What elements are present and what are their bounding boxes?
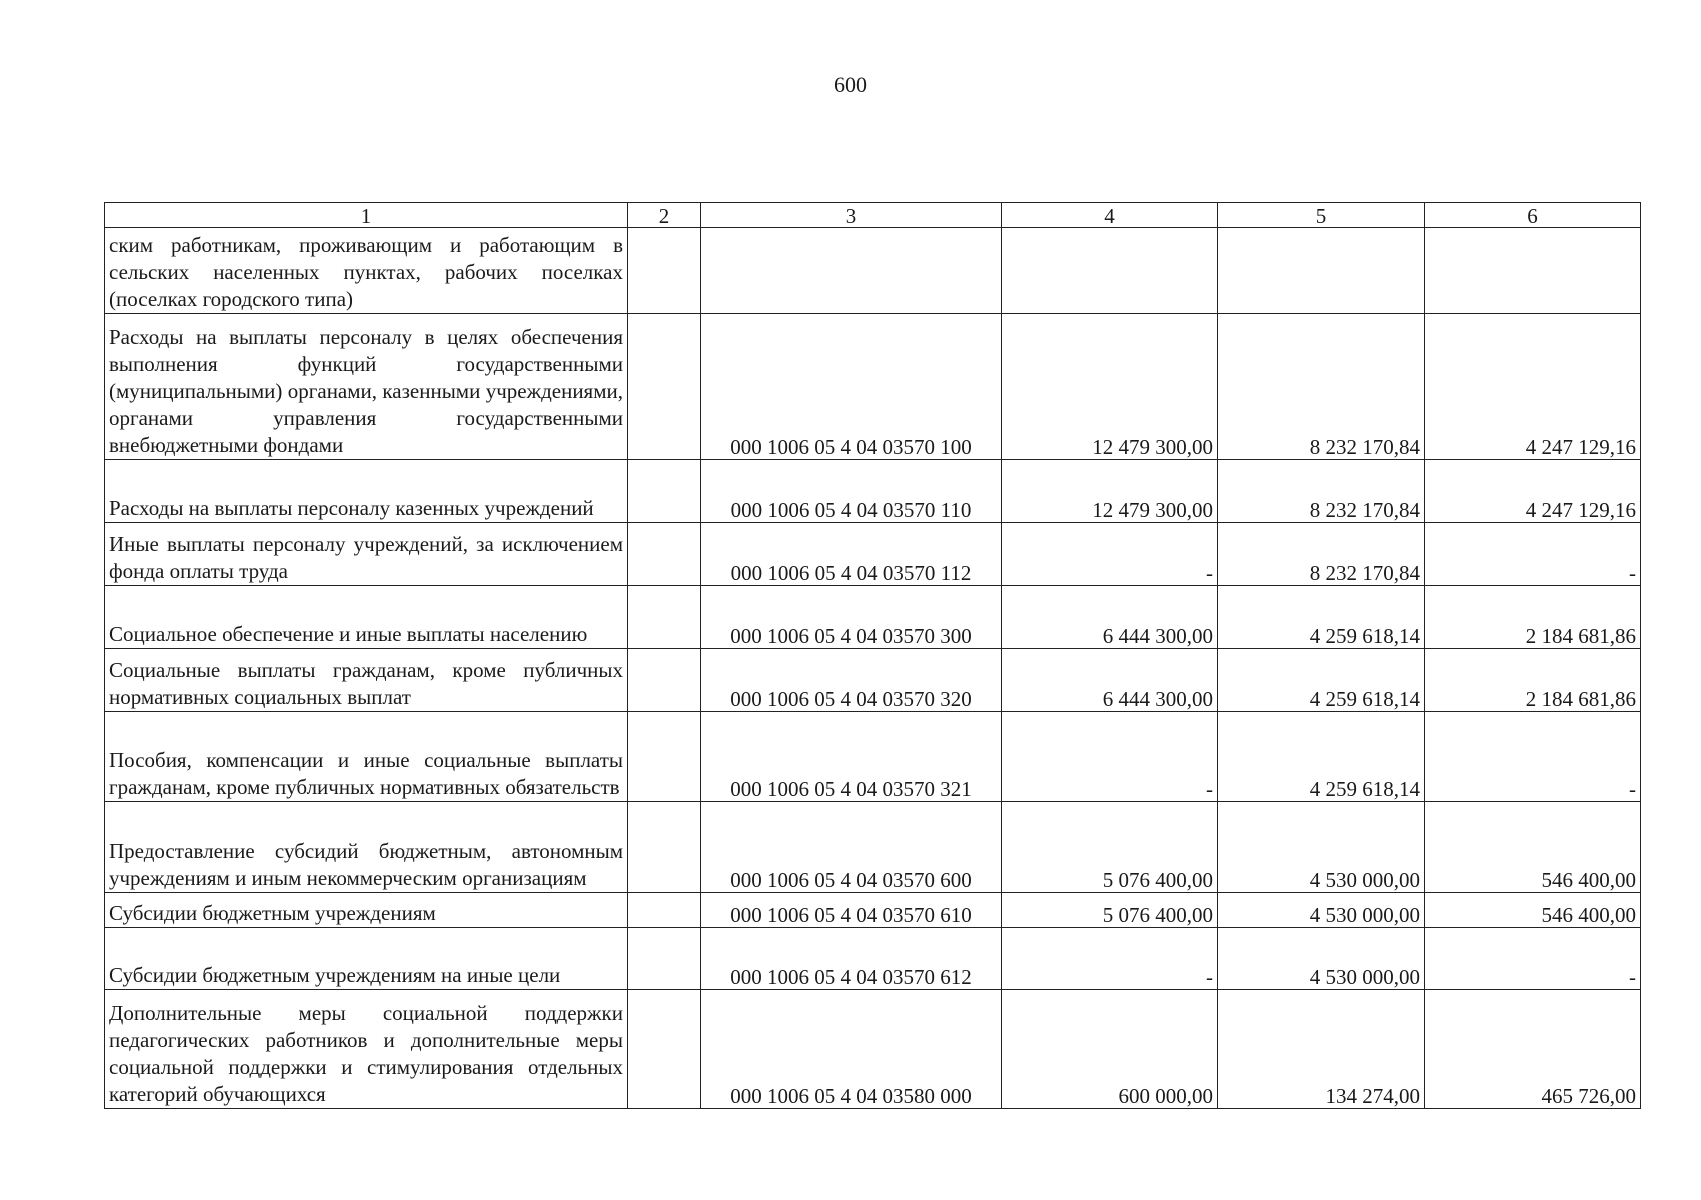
table-row bbox=[105, 523, 1641, 586]
table-row bbox=[105, 649, 1641, 712]
row-unexecuted: - bbox=[1425, 712, 1641, 802]
row-budget-code: 000 1006 05 4 04 03570 300 bbox=[701, 586, 1002, 649]
table-row bbox=[105, 928, 1641, 990]
row-col2 bbox=[628, 712, 701, 802]
row-budget-code: 000 1006 05 4 04 03570 112 bbox=[701, 523, 1002, 586]
row-budget-code: 000 1006 05 4 04 03570 320 bbox=[701, 649, 1002, 712]
column-number-header-row bbox=[105, 203, 1641, 228]
row-col2 bbox=[628, 649, 701, 712]
row-description: Предоставление субсидий бюджетным, автономным учреждениям и иным некоммерческим организациям bbox=[105, 802, 628, 893]
row-unexecuted: 4 247 129,16 bbox=[1425, 460, 1641, 523]
row-approved: 6 444 300,00 bbox=[1002, 586, 1218, 649]
row-budget-code: 000 1006 05 4 04 03570 110 bbox=[701, 460, 1002, 523]
row-description: Социальные выплаты гражданам, кроме публичных нормативных социальных выплат bbox=[105, 649, 628, 712]
table-row bbox=[105, 802, 1641, 893]
row-approved: 5 076 400,00 bbox=[1002, 802, 1218, 893]
row-description: Иные выплаты персоналу учреждений, за исключением фонда оплаты труда bbox=[105, 523, 628, 586]
row-unexecuted: 465 726,00 bbox=[1425, 990, 1641, 1109]
row-description: Расходы на выплаты персоналу в целях обеспечения выполнения функций государственными (муниципальными) органами, казенными учреждениями, органами управления государственными внебюджетными фондами bbox=[105, 314, 628, 460]
row-executed: 4 259 618,14 bbox=[1218, 649, 1425, 712]
row-budget-code: 000 1006 05 4 04 03570 610 bbox=[701, 893, 1002, 928]
row-unexecuted: 4 247 129,16 bbox=[1425, 314, 1641, 460]
row-unexecuted: 2 184 681,86 bbox=[1425, 649, 1641, 712]
row-description: Социальное обеспечение и иные выплаты населению bbox=[105, 586, 628, 649]
column-header-2: 2 bbox=[628, 203, 701, 228]
row-executed: 4 530 000,00 bbox=[1218, 893, 1425, 928]
row-executed: 4 530 000,00 bbox=[1218, 802, 1425, 893]
row-budget-code bbox=[701, 228, 1002, 314]
row-unexecuted: - bbox=[1425, 523, 1641, 586]
row-budget-code: 000 1006 05 4 04 03570 100 bbox=[701, 314, 1002, 460]
row-budget-code: 000 1006 05 4 04 03570 321 bbox=[701, 712, 1002, 802]
row-description: Субсидии бюджетным учреждениям bbox=[105, 893, 628, 928]
row-unexecuted: 546 400,00 bbox=[1425, 893, 1641, 928]
row-budget-code: 000 1006 05 4 04 03570 600 bbox=[701, 802, 1002, 893]
row-col2 bbox=[628, 460, 701, 523]
row-approved: 6 444 300,00 bbox=[1002, 649, 1218, 712]
row-unexecuted bbox=[1425, 228, 1641, 314]
table-row bbox=[105, 314, 1641, 460]
row-unexecuted: - bbox=[1425, 928, 1641, 990]
row-approved: 12 479 300,00 bbox=[1002, 314, 1218, 460]
row-executed: 4 530 000,00 bbox=[1218, 928, 1425, 990]
row-col2 bbox=[628, 802, 701, 893]
row-approved: - bbox=[1002, 928, 1218, 990]
row-approved: - bbox=[1002, 523, 1218, 586]
row-executed: 134 274,00 bbox=[1218, 990, 1425, 1109]
row-executed: 4 259 618,14 bbox=[1218, 712, 1425, 802]
row-description: Субсидии бюджетным учреждениям на иные цели bbox=[105, 928, 628, 990]
row-col2 bbox=[628, 314, 701, 460]
row-executed bbox=[1218, 228, 1425, 314]
column-header-5: 5 bbox=[1218, 203, 1425, 228]
row-description: Пособия, компенсации и иные социальные выплаты гражданам, кроме публичных нормативных обязательств bbox=[105, 712, 628, 802]
column-header-6: 6 bbox=[1425, 203, 1641, 228]
row-col2 bbox=[628, 990, 701, 1109]
row-approved: 12 479 300,00 bbox=[1002, 460, 1218, 523]
row-col2 bbox=[628, 586, 701, 649]
row-col2 bbox=[628, 893, 701, 928]
budget-execution-table bbox=[104, 202, 1641, 1109]
row-approved: 5 076 400,00 bbox=[1002, 893, 1218, 928]
table-row bbox=[105, 586, 1641, 649]
row-unexecuted: 2 184 681,86 bbox=[1425, 586, 1641, 649]
table-row bbox=[105, 228, 1641, 314]
row-executed: 8 232 170,84 bbox=[1218, 523, 1425, 586]
row-unexecuted: 546 400,00 bbox=[1425, 802, 1641, 893]
row-budget-code: 000 1006 05 4 04 03580 000 bbox=[701, 990, 1002, 1109]
column-header-4: 4 bbox=[1002, 203, 1218, 228]
row-col2 bbox=[628, 523, 701, 586]
row-executed: 8 232 170,84 bbox=[1218, 460, 1425, 523]
page-number: 600 bbox=[834, 72, 867, 97]
table-row bbox=[105, 990, 1641, 1109]
column-header-1: 1 bbox=[105, 203, 628, 228]
column-header-3: 3 bbox=[701, 203, 1002, 228]
row-col2 bbox=[628, 928, 701, 990]
row-approved: 600 000,00 bbox=[1002, 990, 1218, 1109]
row-approved bbox=[1002, 228, 1218, 314]
table-row bbox=[105, 893, 1641, 928]
row-executed: 8 232 170,84 bbox=[1218, 314, 1425, 460]
row-description: Дополнительные меры социальной поддержки педагогических работников и дополнительные меры социальной поддержки и стимулирования отдельных категорий обучающихся bbox=[105, 990, 628, 1109]
row-description: ским работникам, проживающим и работающим в сельских населенных пунктах, рабочих поселках (поселках городского типа) bbox=[105, 228, 628, 314]
row-col2 bbox=[628, 228, 701, 314]
row-executed: 4 259 618,14 bbox=[1218, 586, 1425, 649]
table-row bbox=[105, 460, 1641, 523]
row-budget-code: 000 1006 05 4 04 03570 612 bbox=[701, 928, 1002, 990]
table-row bbox=[105, 712, 1641, 802]
row-approved: - bbox=[1002, 712, 1218, 802]
row-description: Расходы на выплаты персоналу казенных учреждений bbox=[105, 460, 628, 523]
